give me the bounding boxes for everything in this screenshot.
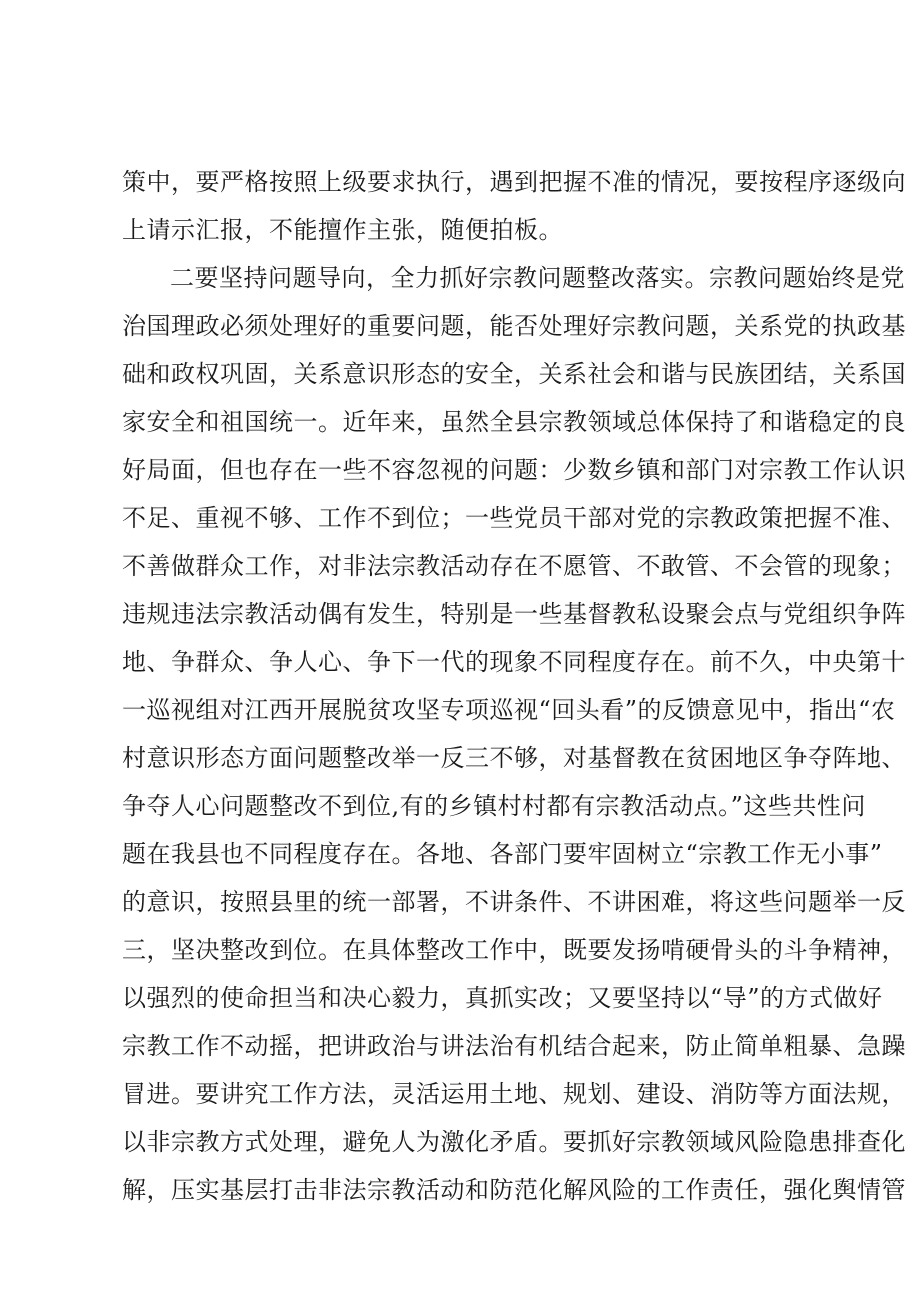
text-line: 以非宗教方式处理，避免人为激化矛盾。要抓好宗教领域风险隐患排查化 bbox=[122, 1128, 906, 1156]
text-line: 的意识，按照县里的统一部署，不讲条件、不讲困难，将这些问题举一反 bbox=[122, 888, 906, 916]
text-line: 违规违法宗教活动偶有发生，特别是一些基督教私设聚会点与党组织争阵 bbox=[122, 600, 906, 628]
text-line: 宗教工作不动摇，把讲政治与讲法治有机结合起来，防止简单粗暴、急躁 bbox=[122, 1032, 906, 1060]
text-line: 家安全和祖国统一。近年来，虽然全县宗教领域总体保持了和谐稳定的良 bbox=[122, 408, 906, 436]
text-line: 础和政权巩固，关系意识形态的安全，关系社会和谐与民族团结，关系国 bbox=[122, 360, 906, 388]
text-line: 以强烈的使命担当和决心毅力，真抓实改；又要坚持以“导”的方式做好 bbox=[122, 984, 883, 1012]
text-line: 题在我县也不同程度存在。各地、各部门要牢固树立“宗教工作无小事” bbox=[122, 840, 883, 868]
text-line: 不足、重视不够、工作不到位；一些党员干部对党的宗教政策把握不准、 bbox=[122, 504, 906, 532]
text-line: 村意识形态方面问题整改举一反三不够，对基督教在贫困地区争夺阵地、 bbox=[122, 744, 906, 772]
text-line: 好局面，但也存在一些不容忽视的问题：少数乡镇和部门对宗教工作认识 bbox=[122, 456, 906, 484]
text-line: 治国理政必须处理好的重要问题，能否处理好宗教问题，关系党的执政基 bbox=[122, 312, 906, 340]
text-line: 争夺人心问题整改不到位,有的乡镇村村都有宗教活动点。”这些共性问 bbox=[122, 792, 866, 820]
text-line: 策中，要严格按照上级要求执行，遇到把握不准的情况，要按程序逐级向 bbox=[122, 168, 906, 196]
text-line: 地、争群众、争人心、争下一代的现象不同程度存在。前不久，中央第十 bbox=[122, 648, 906, 676]
text-line: 不善做群众工作，对非法宗教活动存在不愿管、不敢管、不会管的现象； bbox=[122, 552, 906, 580]
text-line: 上请示汇报，不能擅作主张，随便拍板。 bbox=[122, 216, 563, 244]
text-line: 三，坚决整改到位。在具体整改工作中，既要发扬啃硬骨头的斗争精神， bbox=[122, 936, 906, 964]
text-line: 一巡视组对江西开展脱贫攻坚专项巡视“回头看”的反馈意见中，指出“农 bbox=[122, 696, 896, 724]
text-line: 冒进。要讲究工作方法，灵活运用土地、规划、建设、消防等方面法规， bbox=[122, 1080, 906, 1108]
paragraph-start-line: 二要坚持问题导向，全力抓好宗教问题整改落实。宗教问题始终是党 bbox=[170, 264, 905, 292]
text-line: 解，压实基层打击非法宗教活动和防范化解风险的工作责任，强化舆情管 bbox=[122, 1176, 906, 1204]
